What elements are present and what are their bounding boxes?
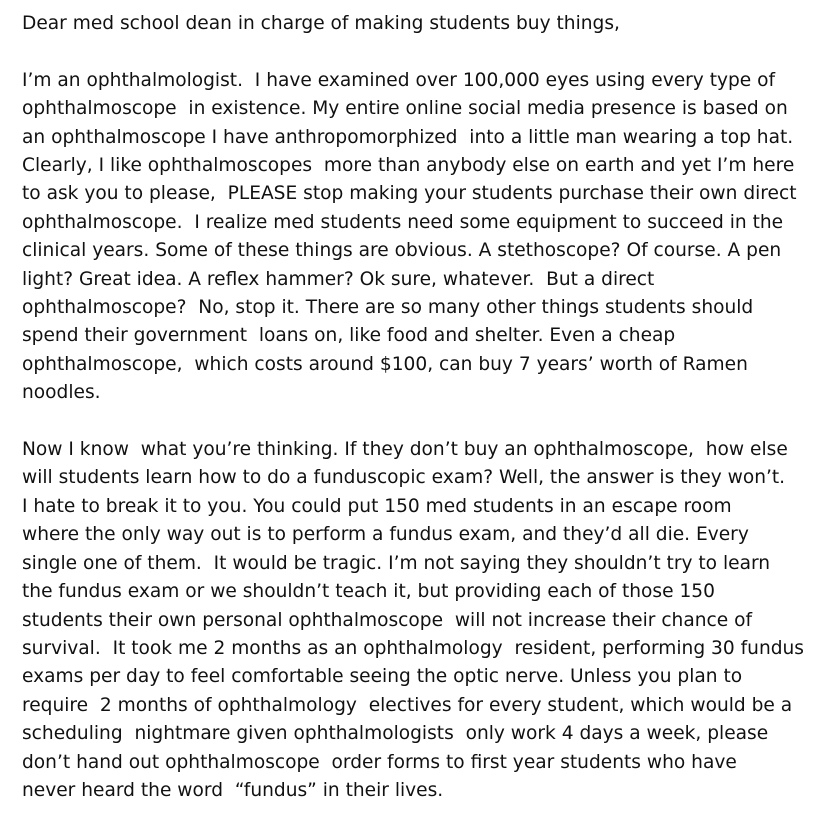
text-line: don’t hand out ophthalmoscope order forms to first year students who have: [22, 751, 737, 773]
text-line: ophthalmoscope. I realize med students need some equipment to succeed in the: [22, 211, 784, 233]
text-line: to ask you to please, PLEASE stop making your students purchase their own direct: [22, 183, 797, 205]
text-line: noodles.: [22, 382, 101, 404]
text-line: never heard the word “fundus” in their lives.: [22, 779, 444, 801]
text-line: I’m an ophthalmologist. I have examined over 100,000 eyes using every type of: [22, 69, 776, 91]
text-line: light? Great idea. A reflex hammer? Ok sure, whatever. But a direct: [22, 268, 655, 290]
text-line: where the only way out is to perform a fundus exam, and they’d all die. Every: [22, 524, 749, 546]
letter-document: [22, 10, 812, 805]
text-line: survival. It took me 2 months as an ophthalmology resident, performing 30 fundus: [22, 637, 804, 659]
text-line: ophthalmoscope in existence. My entire online social media presence is based on: [22, 98, 788, 120]
text-line: clinical years. Some of these things are obvious. A stethoscope? Of course. A pen: [22, 240, 782, 262]
text-line: spend their government loans on, like food and shelter. Even a cheap: [22, 325, 676, 347]
text-line: require 2 months of ophthalmology electives for every student, which would be a: [22, 694, 793, 716]
paragraph-2: [22, 436, 812, 805]
text-line: Clearly, I like ophthalmoscopes more than anybody else on earth and yet I’m here: [22, 155, 795, 177]
text-line: will students learn how to do a funduscopic exam? Well, the answer is they won’t.: [22, 467, 786, 489]
paragraph-1: [22, 67, 812, 408]
text-line: exams per day to feel comfortable seeing the optic nerve. Unless you plan to: [22, 666, 743, 688]
text-line: single one of them. It would be tragic. I’m not saying they shouldn’t try to learn: [22, 552, 771, 574]
text-line: an ophthalmoscope I have anthropomorphized into a little man wearing a top hat.: [22, 126, 794, 148]
letter-salutation: Dear med school dean in charge of making students buy things,: [22, 13, 620, 34]
text-line: ophthalmoscope? No, stop it. There are so many other things students should: [22, 297, 754, 319]
text-line: I hate to break it to you. You could put 150 med students in an escape room: [22, 495, 732, 517]
text-line: the fundus exam or we shouldn’t teach it, but providing each of those 150: [22, 581, 715, 603]
text-line: ophthalmoscope, which costs around $100, can buy 7 years’ worth of Ramen: [22, 353, 748, 375]
text-line: Now I know what you’re thinking. If they don’t buy an ophthalmoscope, how else: [22, 439, 788, 461]
paragraph-gap: [22, 38, 812, 66]
paragraph-gap: [22, 408, 812, 436]
text-line: students their own personal ophthalmoscope will not increase their chance of: [22, 609, 753, 631]
text-line: scheduling nightmare given ophthalmologists only work 4 days a week, please: [22, 723, 769, 745]
